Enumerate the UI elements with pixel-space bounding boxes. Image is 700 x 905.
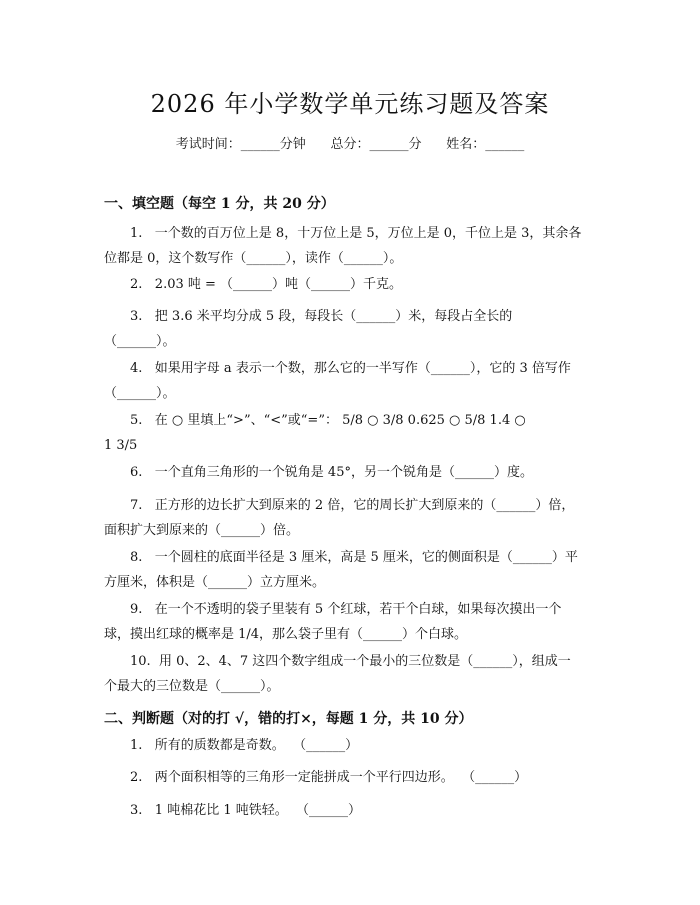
question-item: 10. 用 0、2、4、7 这四个数字组成一个最小的三位数是（______），组成一 个最大的三位数是（______）。 [104, 654, 571, 694]
question-item: 4. 如果用字母 a 表示一个数，那么它的一半写作（______），它的 3 倍写作 （______）。 [104, 361, 571, 401]
question-item: 6. 一个直角三角形的一个锐角是 45°，另一个锐角是（______）度。 [130, 465, 533, 480]
question-item: 9. 在一个不透明的袋子里装有 5 个红球，若干个白球，如果每次摸出一个 球，摸出红球的概率是 1/4，那么袋子里有（______）个白球。 [104, 602, 562, 642]
question-item: 2. 2.03 吨 = （______）吨（______）千克。 [130, 277, 403, 292]
question-item: 8. 一个圆柱的底面半径是 3 厘米，高是 5 厘米，它的侧面积是（______）平 方厘米，体积是（______）立方厘米。 [104, 550, 578, 590]
question-item: 1. 所有的质数都是奇数。 （______） [130, 738, 359, 753]
exam-info-line: 考试时间：______分钟 总分：______分 姓名：______ [175, 137, 525, 152]
question-item: 3. 把 3.6 米平均分成 5 段，每段长（______）米，每段占全长的 （______）。 [104, 309, 513, 349]
section-heading-true-false: 二、判断题（对的打 √，错的打×，每题 1 分，共 10 分） [104, 711, 473, 727]
question-item: 7. 正方形的边长扩大到原来的 2 倍，它的周长扩大到原来的（______）倍， 面积扩大到原来的（______）倍。 [104, 498, 575, 538]
section-heading-fill-blank: 一、填空题（每空 1 分，共 20 分） [104, 196, 335, 212]
page-title: 2026 年小学数学单元练习题及答案 [150, 90, 550, 118]
question-item: 5. 在 ○ 里填上“>”、“<”或“=”： 5/8 ○ 3/8 0.625 ○ 5/8 1.4 ○ 1 3/5 [104, 413, 526, 453]
question-item: 3. 1 吨棉花比 1 吨铁轻。 （______） [130, 803, 362, 818]
question-item: 2. 两个面积相等的三角形一定能拼成一个平行四边形。 （______） [130, 770, 528, 785]
question-item: 1. 一个数的百万位上是 8，十万位上是 5，万位上是 0，千位上是 3，其余各 位都是 0，这个数写作（______），读作（______）。 [104, 226, 582, 266]
